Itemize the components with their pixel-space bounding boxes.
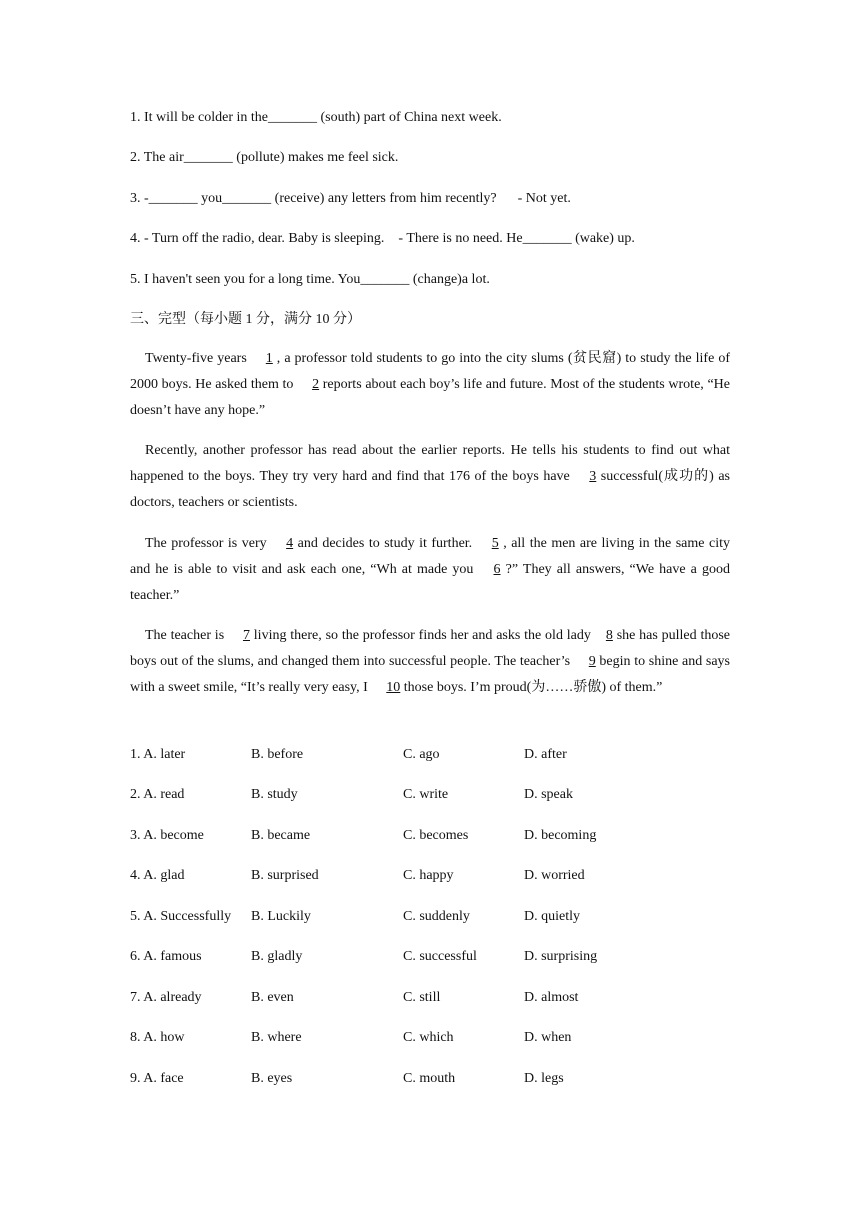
- option-b: B. eyes: [251, 1071, 293, 1086]
- option-c: C. which: [403, 1030, 454, 1045]
- blank-10: 10: [386, 680, 401, 695]
- option-c: C. suddenly: [403, 909, 470, 924]
- blank-1: 1: [265, 351, 273, 366]
- option-b: B. where: [251, 1030, 302, 1045]
- option-c: C. mouth: [403, 1071, 456, 1086]
- option-a: 1. A. later: [130, 747, 186, 762]
- option-a: 5. A. Successfully: [130, 909, 232, 924]
- option-b: B. before: [251, 747, 304, 762]
- option-d: D. surprising: [524, 949, 598, 964]
- option-d: D. quietly: [524, 909, 580, 924]
- option-c: C. ago: [403, 747, 440, 762]
- blank-6: 6: [493, 562, 501, 577]
- blank-5: 5: [491, 536, 499, 551]
- option-a: 7. A. already: [130, 990, 202, 1005]
- fill-question-4: 4. - Turn off the radio, dear. Baby is sleeping. - There is no need. He_______ (wake) up.: [130, 231, 635, 246]
- option-d: D. after: [524, 747, 567, 762]
- section-title: 三、完型（每小题 1 分，满分 10 分）: [130, 312, 361, 327]
- option-b: B. gladly: [251, 949, 303, 964]
- blank-7: 7: [242, 628, 250, 643]
- passage-paragraph-2: Recently, another professor has read about the earlier reports. He tells his students to find out what happened to the boys. They try very hard and find that 176 of the boys have 3 successful(成功的) as doctors, teachers or scientists.: [130, 443, 730, 510]
- passage-paragraph-4: The teacher is 7 living there, so the professor finds her and asks the old lady8 she has pulled those boys out of the slums, and changed them into successful people. The teacher’s 9 begin to shine and says with a sweet smile, “It’s really very easy, I 10 those boys. I’m proud(为……骄傲) of them.”: [130, 623, 730, 701]
- option-d: D. speak: [524, 787, 573, 802]
- passage-paragraph-1: Twenty-five years 1 , a professor told students to go into the city slums (贫民窟) to study the life of 2000 boys. He asked them to 2 reports about each boy’s life and future. Most of the students wrote, “He doesn’t have any hope.”: [130, 346, 730, 424]
- option-c: C. happy: [403, 868, 454, 883]
- fill-question-2: 2. The air_______ (pollute) makes me feel sick.: [130, 150, 399, 165]
- fill-question-3: 3. -_______ you_______ (receive) any letters from him recently? - Not yet.: [130, 191, 571, 206]
- option-d: D. when: [524, 1030, 572, 1045]
- option-b: B. even: [251, 990, 294, 1005]
- option-a: 4. A. glad: [130, 868, 185, 883]
- option-d: D. becoming: [524, 828, 597, 843]
- fill-question-1: 1. It will be colder in the_______ (south) part of China next week.: [130, 110, 502, 125]
- option-a: 8. A. how: [130, 1030, 185, 1045]
- option-d: D. worried: [524, 868, 585, 883]
- option-a: 9. A. face: [130, 1071, 184, 1086]
- option-b: B. Luckily: [251, 909, 311, 924]
- option-c: C. still: [403, 990, 441, 1005]
- option-c: C. successful: [403, 949, 477, 964]
- blank-3: 3: [589, 469, 597, 484]
- option-d: D. legs: [524, 1071, 564, 1086]
- fill-question-5: 5. I haven't seen you for a long time. You_______ (change)a lot.: [130, 272, 490, 287]
- option-a: 2. A. read: [130, 787, 185, 802]
- option-c: C. write: [403, 787, 449, 802]
- blank-9: 9: [588, 654, 596, 669]
- blank-2: 2: [312, 377, 320, 392]
- blank-4: 4: [286, 536, 294, 551]
- option-b: B. surprised: [251, 868, 319, 883]
- option-c: C. becomes: [403, 828, 469, 843]
- option-b: B. became: [251, 828, 311, 843]
- option-a: 3. A. become: [130, 828, 204, 843]
- passage-paragraph-3: The professor is very 4 and decides to study it further. 5 , all the men are living in the same city and he is able to visit and ask each one, “Wh at made you 6 ?” They all answers, “We have a good teacher.”: [130, 531, 730, 609]
- option-a: 6. A. famous: [130, 949, 202, 964]
- option-b: B. study: [251, 787, 298, 802]
- option-d: D. almost: [524, 990, 579, 1005]
- blank-8: 8: [605, 628, 613, 643]
